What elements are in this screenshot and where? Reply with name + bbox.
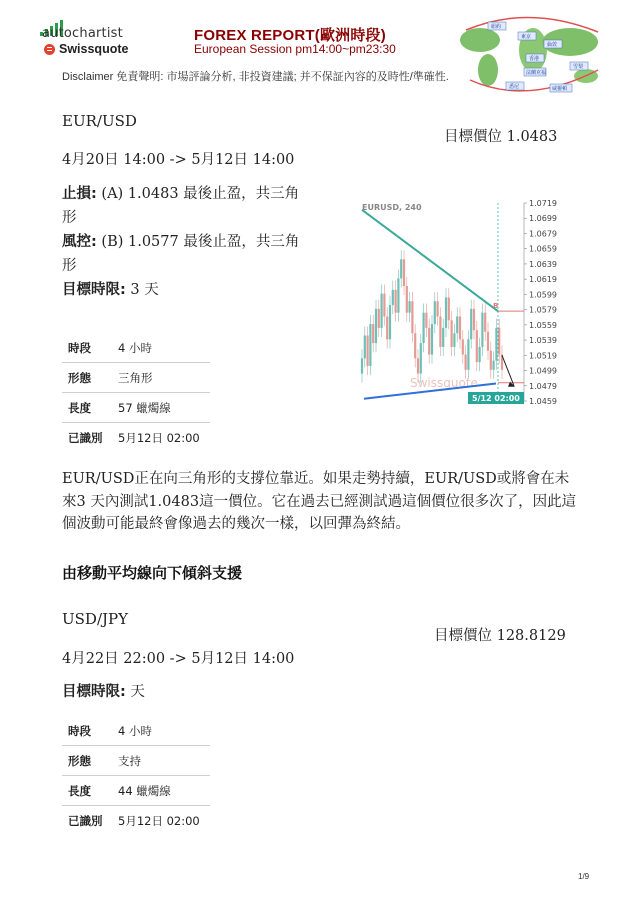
chart-candle — [411, 301, 413, 333]
usdjpy-daterange: 4月22日 22:00 -> 5月12日 14:00 — [62, 651, 295, 667]
table-row — [62, 363, 210, 393]
horizon-value: 天 — [125, 684, 145, 700]
stop-text: (A) 1.0483 最後止盈，共三角 — [96, 186, 300, 202]
chart-candle — [484, 313, 486, 332]
eurusd-chart — [352, 195, 572, 410]
usdjpy-pair: USD/JPY — [62, 610, 129, 628]
usdjpy-info-table — [62, 716, 210, 835]
table-value: 三角形 — [112, 363, 210, 393]
swissquote-logo-icon — [44, 44, 55, 55]
table-key: 時段 — [62, 333, 112, 363]
chart-candle — [487, 332, 489, 351]
chart-candle — [490, 351, 492, 370]
chart-candle — [386, 316, 388, 339]
table-value: 5月12日 02:00 — [118, 813, 200, 828]
table-key: 長度 — [62, 393, 112, 423]
risk-text-cont: 形 — [62, 258, 77, 274]
chart-watermark: Swissquote — [410, 376, 478, 390]
chart-candle — [417, 358, 419, 373]
table-key: 時段 — [62, 716, 112, 746]
chart-y-tick-label: 1.0459 — [529, 397, 557, 406]
table-value: 44 蠟燭線 — [112, 776, 210, 806]
usdjpy-target: 目標價位 128.8129 — [434, 628, 566, 644]
map-label-7: 威靈頓 — [552, 86, 568, 92]
table-row — [62, 716, 210, 746]
table-row — [62, 423, 210, 453]
table-value: 5月12日 02:00 — [118, 430, 200, 445]
chart-candle — [451, 320, 453, 347]
table-row — [62, 393, 210, 423]
table-row — [62, 776, 210, 806]
report-subtitle: European Session pm14:00~pm23:30 — [194, 42, 396, 56]
world-map-graphic — [458, 10, 608, 96]
chart-y-tick-label: 1.0659 — [529, 244, 557, 254]
map-label-0: 紐約 — [491, 24, 502, 30]
risk-label: 風控: — [62, 234, 97, 250]
chart-candle — [369, 324, 371, 366]
chart-y-tick-label: 1.0579 — [529, 305, 557, 315]
horizon-label: 目標時限: — [62, 282, 126, 298]
horizon-label: 目標時限: — [62, 684, 126, 700]
chart-arrow — [502, 355, 514, 385]
chart-candle — [383, 294, 385, 317]
eurusd-stop — [62, 182, 342, 302]
swissquote-logo-text: Swissquote — [59, 42, 129, 56]
chart-y-tick-label: 1.0559 — [529, 320, 557, 330]
chart-candle — [434, 301, 436, 324]
chart-y-tick-label: 1.0519 — [529, 351, 557, 361]
eurusd-info-table — [62, 333, 210, 452]
map-label-5: 法蘭克福 — [526, 70, 547, 76]
chart-candle — [459, 316, 461, 339]
chart-candle — [498, 328, 500, 355]
swissquote-logo — [44, 41, 128, 57]
chart-candle — [375, 309, 377, 343]
chart-candle — [367, 336, 369, 366]
usdjpy-horizon — [62, 680, 145, 704]
chart-candle — [381, 294, 383, 328]
chart-y-tick-label: 1.0479 — [529, 381, 557, 391]
map-label-6: 悉尼 — [509, 84, 520, 90]
chart-candle — [476, 330, 478, 362]
autochartist-logo — [40, 18, 150, 40]
chart-candle — [361, 358, 363, 373]
table-value: 4 小時 — [112, 716, 210, 746]
chart-candle — [403, 259, 405, 286]
autochartist-logo-text: autochartist — [42, 26, 123, 41]
chart-candle — [406, 286, 408, 313]
chart-candle — [493, 361, 495, 370]
horizon-value: 3 天 — [125, 282, 159, 298]
chart-candle — [453, 333, 455, 347]
table-row — [62, 806, 210, 836]
chart-candle — [456, 316, 458, 333]
chart-candle — [423, 313, 425, 343]
eurusd-target: 目標價位 1.0483 — [444, 129, 558, 145]
map-label-2: 倫敦 — [547, 42, 558, 48]
chart-candle — [470, 309, 472, 339]
chart-candle — [442, 328, 444, 347]
chart-candle — [437, 301, 439, 316]
chart-candle — [397, 278, 399, 312]
chart-y-tick-label: 1.0499 — [529, 366, 557, 376]
stop-label: 止損: — [62, 186, 97, 202]
chart-y-tick-label: 1.0699 — [529, 214, 557, 224]
chart-candle — [431, 324, 433, 354]
chart-y-tick-label: 1.0679 — [529, 229, 557, 239]
map-continent — [478, 54, 498, 86]
table-row — [62, 333, 210, 363]
chart-candle — [448, 297, 450, 320]
table-key: 長度 — [62, 776, 112, 806]
table-key: 已識別 — [68, 813, 103, 828]
chart-candle — [392, 290, 394, 305]
table-key: 已識別 — [68, 430, 103, 445]
chart-title: EURUSD, 240 — [362, 203, 422, 212]
chart-candle — [389, 305, 391, 339]
chart-candle — [395, 290, 397, 313]
map-label-4: 雪梨 — [573, 64, 584, 70]
chart-y-tick-label: 1.0639 — [529, 259, 557, 269]
chart-candle — [462, 339, 464, 354]
table-row — [62, 746, 210, 776]
map-label-3: 香港 — [529, 56, 540, 62]
table-key: 形態 — [62, 746, 112, 776]
chart-y-tick-label: 1.0619 — [529, 275, 557, 285]
chart-y-tick-label: 1.0539 — [529, 336, 557, 346]
map-continent — [460, 28, 500, 52]
map-label-1: 東京 — [521, 34, 532, 40]
eurusd-daterange: 4月20日 14:00 -> 5月12日 14:00 — [62, 152, 295, 168]
disclaimer: Disclaimer 免責聲明: 市場評論分析, 非投資建議; 并不保証內容的及時性/準確性. — [62, 71, 449, 83]
chart-candle — [445, 297, 447, 327]
report-title: FOREX REPORT(歐洲時段) — [194, 27, 386, 44]
chart-y-tick-label: 1.0719 — [529, 199, 557, 208]
chart-candle — [481, 313, 483, 347]
page-number: 1/9 — [578, 872, 590, 881]
chart-candle — [439, 316, 441, 346]
chart-marker-b: B — [493, 302, 499, 311]
chart-y-tick-label: 1.0599 — [529, 290, 557, 300]
table-value: 支持 — [112, 746, 210, 776]
chart-candle — [400, 259, 402, 278]
chart-candle — [473, 309, 475, 330]
eurusd-subhead: 由移動平均線向下傾斜支援 — [62, 564, 243, 582]
chart-candle — [479, 347, 481, 362]
chart-candle — [414, 333, 416, 358]
chart-candle — [467, 339, 469, 369]
risk-text: (B) 1.0577 最後止盈，共三角 — [96, 234, 300, 250]
table-value: 57 蠟燭線 — [112, 393, 210, 423]
table-value: 4 小時 — [112, 333, 210, 363]
chart-candle — [420, 343, 422, 373]
eurusd-pair: EUR/USD — [62, 112, 137, 130]
chart-candle — [425, 313, 427, 328]
chart-candle — [495, 328, 497, 361]
chart-candle — [372, 324, 374, 343]
chart-x-label: 5/12 02:00 — [472, 394, 520, 403]
stop-text-cont: 形 — [62, 210, 77, 226]
chart-candle — [409, 301, 411, 312]
chart-candle — [428, 328, 430, 355]
table-key: 形態 — [62, 363, 112, 393]
eurusd-analysis: EUR/USD正在向三角形的支撐位靠近。如果走勢持續，EUR/USD或將會在未來3 天內測試1.0483這一價位。它在過去已經測試過這個價位很多次了，因此這個波動可能最終會像過去的幾次一樣，以回彈為終結。 — [62, 471, 577, 532]
chart-candle — [378, 309, 380, 328]
chart-candle — [465, 355, 467, 370]
chart-candle — [364, 336, 366, 359]
